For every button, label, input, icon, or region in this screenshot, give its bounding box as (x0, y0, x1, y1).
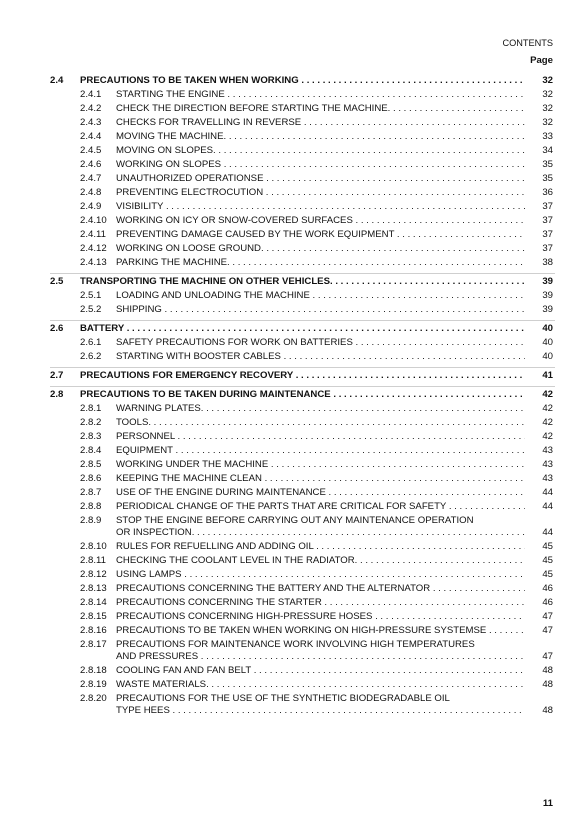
entry-number: 2.8.12 (80, 569, 107, 580)
section-title: TRANSPORTING THE MACHINE ON OTHER VEHICLES. . . . (80, 276, 525, 287)
entry-title: STOP THE ENGINE BEFORE CARRYING OUT ANY MAINTENANCE OPERATION (116, 515, 474, 526)
toc-entry-row[interactable] (50, 243, 555, 257)
toc-entry-row[interactable] (50, 445, 555, 459)
entry-page: 32 (542, 89, 553, 100)
entry-title: CHECKS FOR TRAVELLING IN REVERSE . . . (116, 117, 525, 128)
entry-page: 44 (542, 487, 553, 498)
toc-entry-row[interactable] (50, 611, 555, 625)
entry-number: 2.4.7 (80, 173, 102, 184)
toc-entry-row[interactable] (50, 515, 555, 541)
entry-page: 45 (542, 555, 553, 566)
entry-number: 2.4.12 (80, 243, 107, 254)
entry-number: 2.4.1 (80, 89, 102, 100)
entry-page: 48 (542, 679, 553, 690)
entry-number: 2.8.11 (80, 555, 106, 566)
toc-entry-row[interactable] (50, 501, 555, 515)
entry-page: 43 (542, 445, 553, 456)
section-page: 41 (542, 370, 553, 381)
entry-number: 2.8.14 (80, 597, 107, 608)
section-number: 2.6 (50, 323, 64, 334)
entry-page: 36 (542, 187, 553, 198)
entry-number: 2.8.13 (80, 583, 107, 594)
toc-entry-row[interactable] (50, 431, 555, 445)
entry-title: CHECK THE DIRECTION BEFORE STARTING THE MACHINE. . . . (116, 103, 525, 114)
entry-page: 40 (542, 337, 553, 348)
toc-entry-row[interactable] (50, 201, 555, 215)
entry-number: 2.8.1 (80, 403, 102, 414)
entry-title: UNAUTHORIZED OPERATIONSE . . . (116, 173, 525, 184)
section-page: 39 (542, 276, 553, 287)
entry-title: TOOLS. . . . (116, 417, 525, 428)
entry-page: 46 (542, 597, 553, 608)
entry-page: 46 (542, 583, 553, 594)
entry-number: 2.4.5 (80, 145, 102, 156)
entry-number: 2.8.20 (80, 693, 107, 704)
entry-page: 42 (542, 417, 553, 428)
toc-entry-row[interactable] (50, 417, 555, 431)
section-title: BATTERY . . . (80, 323, 525, 334)
toc-entry-row[interactable] (50, 555, 555, 569)
entry-number: 2.8.9 (80, 515, 102, 526)
entry-title: WORKING ON ICY OR SNOW-COVERED SURFACES . . . (116, 215, 525, 226)
toc-section-row[interactable] (50, 75, 555, 89)
entry-number: 2.8.3 (80, 431, 102, 442)
section-divider (50, 386, 555, 387)
section-divider (50, 367, 555, 368)
entry-number: 2.4.13 (80, 257, 107, 268)
entry-page: 44 (542, 527, 553, 538)
entry-number: 2.8.15 (80, 611, 107, 622)
toc-section-row[interactable] (50, 323, 555, 337)
toc-entry-row[interactable] (50, 337, 555, 351)
section-divider (50, 320, 555, 321)
entry-number: 2.4.6 (80, 159, 102, 170)
toc-section-row[interactable] (50, 276, 555, 290)
entry-page: 47 (542, 651, 553, 662)
entry-page: 43 (542, 459, 553, 470)
entry-title: PREVENTING ELECTROCUTION . . . (116, 187, 525, 198)
entry-number: 2.8.8 (80, 501, 102, 512)
entry-title: RULES FOR REFUELLING AND ADDING OIL . . . (116, 541, 525, 552)
entry-page: 34 (542, 145, 553, 156)
entry-title: VISIBILITY . . . (116, 201, 525, 212)
page-number: 11 (542, 798, 553, 809)
entry-page: 48 (542, 665, 553, 676)
entry-title: PRECAUTIONS FOR THE USE OF THE SYNTHETIC BIODEGRADABLE OIL (116, 693, 450, 704)
entry-title: EQUIPMENT . . . (116, 445, 525, 456)
section-page: 32 (542, 75, 553, 86)
toc-entry-row[interactable] (50, 103, 555, 117)
toc-entry-row[interactable] (50, 541, 555, 555)
table-of-contents (50, 74, 555, 719)
toc-entry-row[interactable] (50, 257, 555, 271)
entry-title: WARNING PLATES. . . . (116, 403, 525, 414)
entry-page: 37 (542, 201, 553, 212)
toc-entry-row[interactable] (50, 187, 555, 201)
toc-section-row[interactable] (50, 370, 555, 384)
entry-page: 37 (542, 243, 553, 254)
entry-title: PERIODICAL CHANGE OF THE PARTS THAT ARE CRITICAL FOR SAFETY . . . (116, 501, 525, 512)
entry-title: WORKING ON LOOSE GROUND. . . . (116, 243, 525, 254)
entry-title: SAFETY PRECAUTIONS FOR WORK ON BATTERIES . . . (116, 337, 525, 348)
toc-entry-row[interactable] (50, 117, 555, 131)
entry-title: PRECAUTIONS TO BE TAKEN WHEN WORKING ON HIGH-PRESSURE SYSTEMSE . . . (116, 625, 525, 636)
entry-number: 2.6.1 (80, 337, 102, 348)
toc-entry-row[interactable] (50, 131, 555, 145)
entry-page: 37 (542, 215, 553, 226)
entry-title: STARTING THE ENGINE . . . (116, 89, 525, 100)
entry-number: 2.4.11 (80, 229, 106, 240)
entry-page: 33 (542, 131, 553, 142)
toc-entry-row[interactable] (50, 583, 555, 597)
section-number: 2.7 (50, 370, 64, 381)
entry-title-continued: AND PRESSURES . . . (116, 651, 525, 662)
entry-page: 45 (542, 569, 553, 580)
section-page: 42 (542, 389, 553, 400)
toc-section-row[interactable] (50, 389, 555, 403)
entry-title: CHECKING THE COOLANT LEVEL IN THE RADIATOR. . . . (116, 555, 525, 566)
entry-number: 2.4.3 (80, 117, 102, 128)
page-column-label: Page (530, 55, 553, 66)
section-divider (50, 273, 555, 274)
entry-number: 2.8.6 (80, 473, 102, 484)
entry-page: 37 (542, 229, 553, 240)
section-number: 2.5 (50, 276, 64, 287)
entry-title: STARTING WITH BOOSTER CABLES . . . (116, 351, 525, 362)
toc-entry-row[interactable] (50, 215, 555, 229)
toc-entry-row[interactable] (50, 569, 555, 583)
entry-title: KEEPING THE MACHINE CLEAN . . . (116, 473, 525, 484)
toc-entry-row[interactable] (50, 693, 555, 719)
entry-page: 32 (542, 117, 553, 128)
entry-number: 2.8.7 (80, 487, 102, 498)
entry-page: 39 (542, 290, 553, 301)
entry-number: 2.8.19 (80, 679, 107, 690)
toc-entry-row[interactable] (50, 290, 555, 304)
entry-page: 35 (542, 159, 553, 170)
section-number: 2.4 (50, 75, 64, 86)
entry-number: 2.8.5 (80, 459, 102, 470)
toc-entry-row[interactable] (50, 89, 555, 103)
entry-title: PRECAUTIONS FOR MAINTENANCE WORK INVOLVING HIGH TEMPERATURES (116, 639, 475, 650)
entry-page: 43 (542, 473, 553, 484)
toc-entry-row[interactable] (50, 351, 555, 365)
toc-entry-row[interactable] (50, 304, 555, 318)
entry-number: 2.4.10 (80, 215, 107, 226)
entry-number: 2.4.4 (80, 131, 102, 142)
section-title: PRECAUTIONS TO BE TAKEN DURING MAINTENANCE . . . (80, 389, 525, 400)
entry-number: 2.8.16 (80, 625, 107, 636)
entry-page: 38 (542, 257, 553, 268)
toc-entry-row[interactable] (50, 665, 555, 679)
entry-title: LOADING AND UNLOADING THE MACHINE . . . (116, 290, 525, 301)
contents-header: CONTENTS (502, 38, 553, 48)
toc-entry-row[interactable] (50, 173, 555, 187)
entry-title: PRECAUTIONS CONCERNING HIGH-PRESSURE HOSES . . . (116, 611, 525, 622)
entry-title: PRECAUTIONS CONCERNING THE STARTER . . . (116, 597, 525, 608)
section-title: PRECAUTIONS TO BE TAKEN WHEN WORKING . . . (80, 75, 525, 86)
entry-page: 48 (542, 705, 553, 716)
entry-number: 2.8.2 (80, 417, 102, 428)
entry-title: WORKING UNDER THE MACHINE . . . (116, 459, 525, 470)
toc-entry-row[interactable] (50, 159, 555, 173)
toc-entry-row[interactable] (50, 625, 555, 639)
entry-page: 42 (542, 431, 553, 442)
entry-title-continued: TYPE HEES . . . (116, 705, 525, 716)
entry-number: 2.8.4 (80, 445, 102, 456)
entry-title: WORKING ON SLOPES . . . (116, 159, 525, 170)
toc-entry-row[interactable] (50, 403, 555, 417)
section-page: 40 (542, 323, 553, 334)
entry-title: SHIPPING . . . (116, 304, 525, 315)
toc-entry-row[interactable] (50, 679, 555, 693)
entry-title-continued: OR INSPECTION. . . . (116, 527, 525, 538)
entry-title: USING LAMPS . . . (116, 569, 525, 580)
entry-title: MOVING THE MACHINE. . . . (116, 131, 525, 142)
entry-number: 2.6.2 (80, 351, 102, 362)
entry-title: PARKING THE MACHINE. . . . (116, 257, 525, 268)
entry-title: PREVENTING DAMAGE CAUSED BY THE WORK EQUIPMENT . . . (116, 229, 525, 240)
entry-number: 2.8.18 (80, 665, 107, 676)
entry-page: 32 (542, 103, 553, 114)
toc-entry-row[interactable] (50, 639, 555, 665)
entry-number: 2.4.9 (80, 201, 102, 212)
section-title: PRECAUTIONS FOR EMERGENCY RECOVERY . . . (80, 370, 525, 381)
toc-entry-row[interactable] (50, 597, 555, 611)
entry-number: 2.8.10 (80, 541, 107, 552)
entry-page: 40 (542, 351, 553, 362)
toc-entry-row[interactable] (50, 145, 555, 159)
toc-entry-row[interactable] (50, 229, 555, 243)
entry-number: 2.4.8 (80, 187, 102, 198)
entry-page: 39 (542, 304, 553, 315)
entry-title: PERSONNEL . . . (116, 431, 525, 442)
entry-page: 44 (542, 501, 553, 512)
section-number: 2.8 (50, 389, 64, 400)
entry-number: 2.8.17 (80, 639, 107, 650)
entry-title: MOVING ON SLOPES. . . . (116, 145, 525, 156)
entry-title: USE OF THE ENGINE DURING MAINTENANCE . . . (116, 487, 525, 498)
entry-number: 2.5.1 (80, 290, 102, 301)
entry-number: 2.4.2 (80, 103, 102, 114)
entry-page: 45 (542, 541, 553, 552)
entry-title: WASTE MATERIALS. . . . (116, 679, 525, 690)
entry-title: PRECAUTIONS CONCERNING THE BATTERY AND THE ALTERNATOR . . . (116, 583, 525, 594)
entry-page: 42 (542, 403, 553, 414)
toc-entry-row[interactable] (50, 487, 555, 501)
entry-title: COOLING FAN AND FAN BELT . . . (116, 665, 525, 676)
entry-page: 47 (542, 625, 553, 636)
entry-number: 2.5.2 (80, 304, 102, 315)
toc-entry-row[interactable] (50, 473, 555, 487)
toc-entry-row[interactable] (50, 459, 555, 473)
entry-page: 35 (542, 173, 553, 184)
entry-page: 47 (542, 611, 553, 622)
